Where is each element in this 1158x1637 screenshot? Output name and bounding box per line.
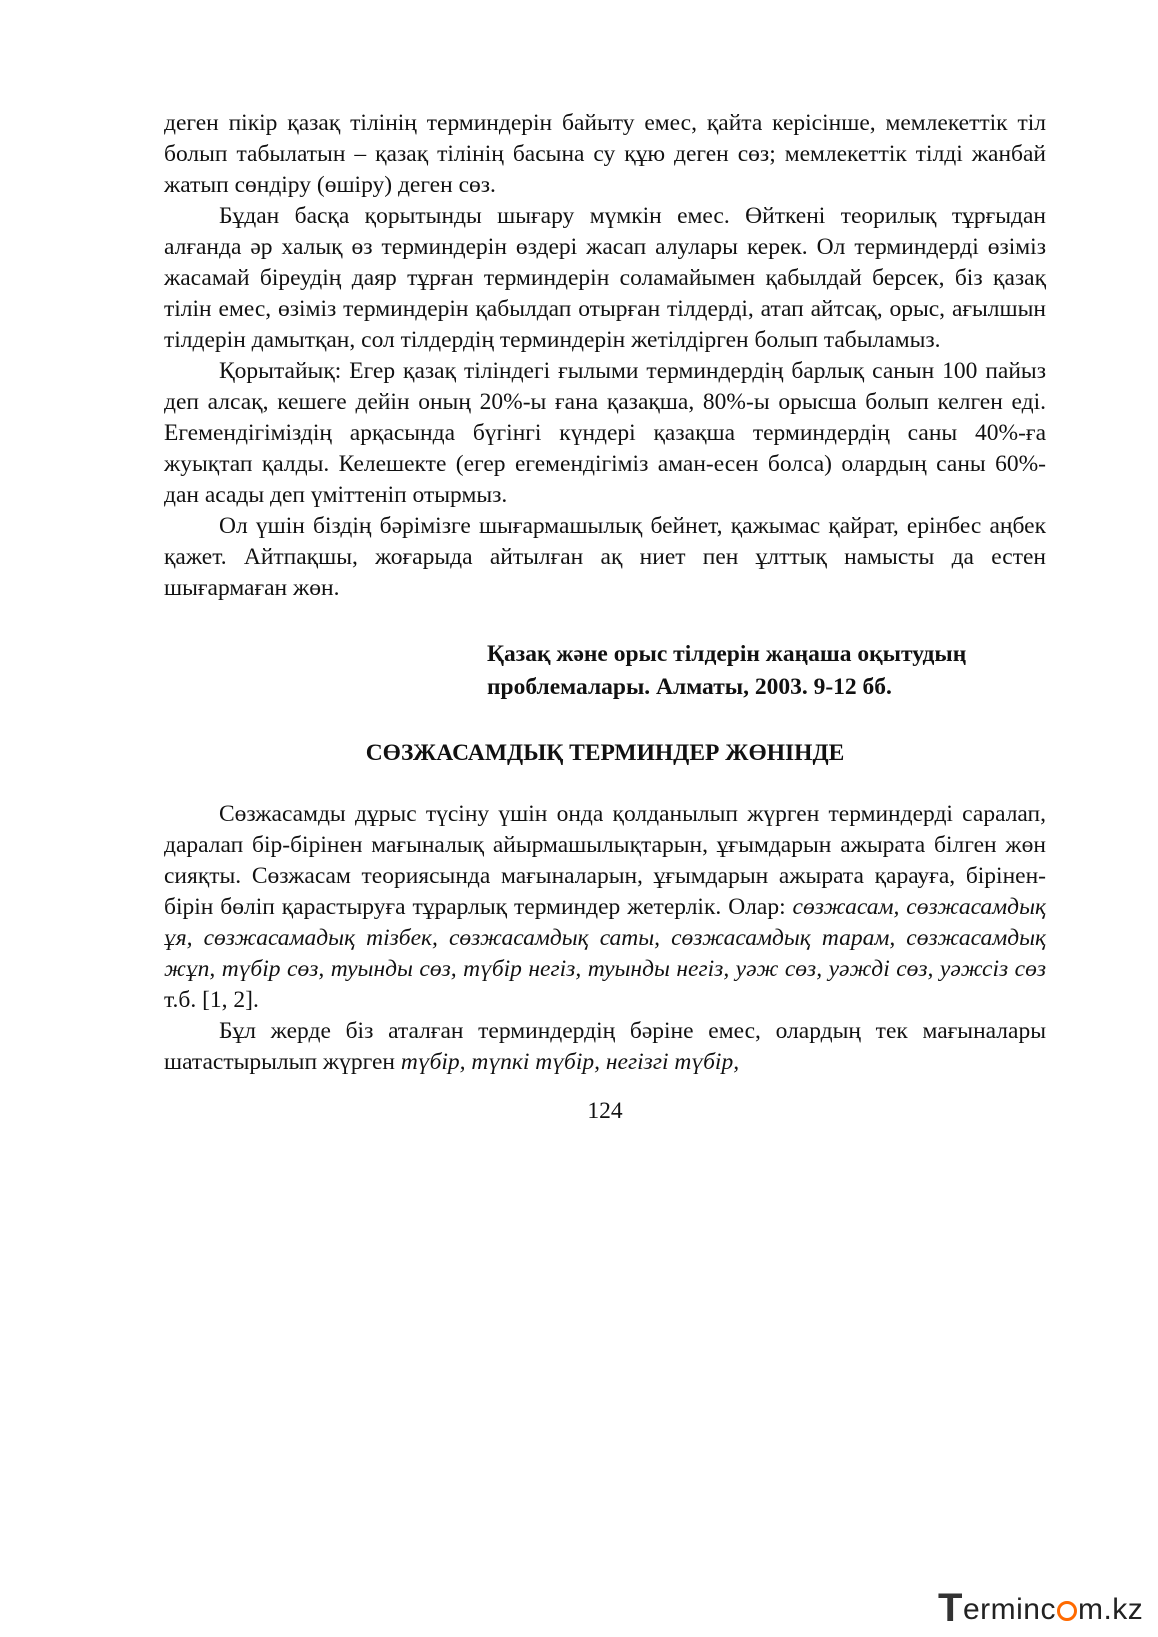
document-page [164, 108, 1046, 1127]
section-heading: СӨЗЖАСАМДЫҚ ТЕРМИНДЕР ЖӨНІНДЕ [365, 740, 845, 766]
paragraph-text: т.б. [1, 2]. [164, 987, 259, 1013]
body-text-top [164, 108, 1046, 604]
paragraph-text: Қорытайық: Егер қазақ тіліндегі ғылыми терминдердің барлық санын 100 пайыз деп алсақ, кешеге дейін оның 20%-ы ғана қазақша, 80%-ы орысша болып келген еді. Егемендігіміздің арқасында бүгінгі күндері қазақша терминдердің саны 40%-ға жуықтап қалды. Келешекте (егер егемендігіміз аман-есен болса) олардың саны 60%-дан асады деп үміттеніп отырмыз. [164, 358, 1046, 508]
body-text-bottom [164, 799, 1046, 1078]
site-watermark [938, 1584, 1143, 1629]
italic-terms: сөзжасам, сөзжасамдық ұя, сөзжасамадық тізбек, сөзжасамдық саты, сөзжасамдық тарам, сөзжасамдық жұп, түбір сөз, туынды сөз, түбір негіз, туынды негіз, уәж сөз, уәжді сөз, уәжсіз сөз [164, 894, 1046, 982]
watermark-domain: m.kz [1077, 1593, 1144, 1626]
paragraph-text: Бұдан басқа қорытынды шығару мүмкін емес. Өйткені теорилық тұрғыдан алғанда әр халық өз терминдерін өздері жасап алулары керек. Ол терминдерді өзіміз жасамай біреудің даяр тұрған терминдерін соламайымен қабылдай берсек, біз қазақ тілін емес, өзіміз терминдерін қабылдап отырған тілдерді, атап айтсақ, орыс, ағылшын тілдерін дамытқан, сол тілдердің терминдерін жетілдірген болып табыламыз. [164, 203, 1046, 353]
paragraph [164, 1016, 1046, 1078]
paragraph-text: Сөзжасамды дұрыс түсіну үшін онда қолданылып жүрген терминдерді саралап, даралап бір-бірінен мағыналық айырмашылықтарын, ұғымдарын ажырата білген жөн сияқты. Сөзжасам теориясында мағыналарын, ұғымдарын ажырата қарауға, бірінен-бірін бөліп қарастыруға тұрарлық терминдер жетерлік. Олар: [164, 801, 1046, 920]
paragraph [164, 201, 1046, 356]
paragraph-text: Ол үшін біздің бәрімізге шығармашылық бейнет, қажымас қайрат, ерінбес аңбек қажет. Айтпақшы, жоғарыда айтылған ақ ниет пен ұлттық намысты да естен шығармаған жөн. [164, 513, 1046, 601]
watermark-text: erminc [962, 1593, 1056, 1626]
source-line-2: проблемалары. Алматы, 2003. 9-12 бб. [487, 674, 892, 700]
source-line-1: Қазақ және орыс тілдерін жаңаша оқытудың [487, 641, 967, 667]
paragraph-text: деген пікір қазақ тілінің терминдерін байыту емес, қайта керісінше, мемлекеттік тіл болып табылатын – қазақ тілінің басына су құю деген сөз; мемлекеттік тілді жанбай жатып сөндіру (өшіру) деген сөз. [164, 110, 1046, 198]
paragraph [164, 356, 1046, 511]
paragraph [164, 108, 1046, 201]
paragraph-text: Бұл жерде біз аталған терминдердің бәріне емес, олардың тек мағыналары шатастырылып жүрген [164, 1018, 1046, 1075]
watermark-letter: T [938, 1586, 963, 1630]
page-number: 124 [587, 1098, 623, 1124]
paragraph [164, 799, 1046, 1016]
watermark-circle-icon [1057, 1601, 1077, 1621]
italic-terms: түбір, түпкі түбір, негізгі түбір, [400, 1049, 740, 1075]
paragraph [164, 511, 1046, 604]
source-citation [487, 638, 1046, 704]
